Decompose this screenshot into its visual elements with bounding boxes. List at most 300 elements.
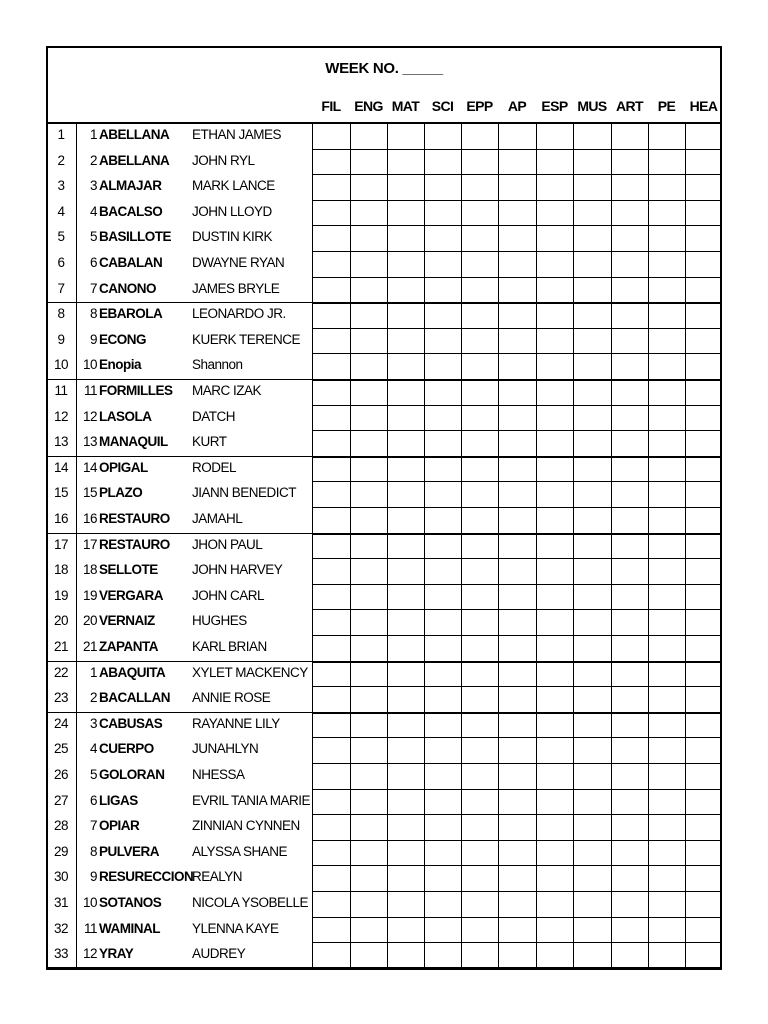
grade-cell-mus[interactable] <box>574 431 610 455</box>
grade-cell-eng[interactable] <box>351 662 386 686</box>
grade-cell-fil[interactable] <box>313 790 349 814</box>
grade-cell-esp[interactable] <box>537 150 572 174</box>
grade-cell-epp[interactable] <box>462 534 497 558</box>
grade-cell-mat[interactable] <box>388 738 423 762</box>
grade-cell-mus[interactable] <box>574 252 610 276</box>
grade-cell-mat[interactable] <box>388 201 423 225</box>
grade-cell-ap[interactable] <box>499 636 535 660</box>
grade-cell-hea[interactable] <box>686 252 721 276</box>
grade-cell-sci[interactable] <box>425 431 460 455</box>
grade-cell-eng[interactable] <box>351 738 386 762</box>
grade-cell-ap[interactable] <box>499 380 535 404</box>
grade-cell-epp[interactable] <box>462 764 497 788</box>
grade-cell-fil[interactable] <box>313 892 349 916</box>
grade-cell-hea[interactable] <box>686 713 721 737</box>
grade-cell-pe[interactable] <box>649 226 684 250</box>
grade-cell-epp[interactable] <box>462 329 497 353</box>
grade-cell-pe[interactable] <box>649 636 684 660</box>
grade-cell-ap[interactable] <box>499 457 535 481</box>
grade-cell-esp[interactable] <box>537 508 572 532</box>
grade-cell-pe[interactable] <box>649 841 684 865</box>
grade-cell-ap[interactable] <box>499 329 535 353</box>
grade-cell-esp[interactable] <box>537 534 572 558</box>
grade-cell-epp[interactable] <box>462 278 497 302</box>
grade-cell-mus[interactable] <box>574 841 610 865</box>
grade-cell-art[interactable] <box>612 815 647 839</box>
grade-cell-hea[interactable] <box>686 687 721 711</box>
grade-cell-mat[interactable] <box>388 252 423 276</box>
grade-cell-eng[interactable] <box>351 687 386 711</box>
grade-cell-ap[interactable] <box>499 892 535 916</box>
grade-cell-mat[interactable] <box>388 790 423 814</box>
grade-cell-esp[interactable] <box>537 278 572 302</box>
grade-cell-sci[interactable] <box>425 713 460 737</box>
grade-cell-esp[interactable] <box>537 226 572 250</box>
grade-cell-art[interactable] <box>612 662 647 686</box>
grade-cell-hea[interactable] <box>686 303 721 327</box>
grade-cell-sci[interactable] <box>425 918 460 942</box>
grade-cell-art[interactable] <box>612 431 647 455</box>
grade-cell-mat[interactable] <box>388 406 423 430</box>
grade-cell-mus[interactable] <box>574 175 610 199</box>
grade-cell-esp[interactable] <box>537 866 572 890</box>
grade-cell-art[interactable] <box>612 534 647 558</box>
grade-cell-pe[interactable] <box>649 662 684 686</box>
grade-cell-mus[interactable] <box>574 124 610 148</box>
grade-cell-sci[interactable] <box>425 585 460 609</box>
grade-cell-mus[interactable] <box>574 764 610 788</box>
grade-cell-mat[interactable] <box>388 764 423 788</box>
grade-cell-esp[interactable] <box>537 636 572 660</box>
grade-cell-mus[interactable] <box>574 943 610 967</box>
grade-cell-fil[interactable] <box>313 943 349 967</box>
grade-cell-mat[interactable] <box>388 687 423 711</box>
grade-cell-eng[interactable] <box>351 534 386 558</box>
grade-cell-fil[interactable] <box>313 585 349 609</box>
grade-cell-eng[interactable] <box>351 610 386 634</box>
grade-cell-mat[interactable] <box>388 354 423 378</box>
grade-cell-sci[interactable] <box>425 841 460 865</box>
grade-cell-ap[interactable] <box>499 175 535 199</box>
grade-cell-epp[interactable] <box>462 636 497 660</box>
grade-cell-mus[interactable] <box>574 226 610 250</box>
grade-cell-mus[interactable] <box>574 406 610 430</box>
grade-cell-pe[interactable] <box>649 918 684 942</box>
grade-cell-ap[interactable] <box>499 303 535 327</box>
grade-cell-epp[interactable] <box>462 687 497 711</box>
grade-cell-mat[interactable] <box>388 662 423 686</box>
grade-cell-art[interactable] <box>612 636 647 660</box>
grade-cell-ap[interactable] <box>499 354 535 378</box>
grade-cell-pe[interactable] <box>649 687 684 711</box>
grade-cell-epp[interactable] <box>462 226 497 250</box>
grade-cell-eng[interactable] <box>351 406 386 430</box>
grade-cell-art[interactable] <box>612 790 647 814</box>
grade-cell-eng[interactable] <box>351 636 386 660</box>
grade-cell-sci[interactable] <box>425 764 460 788</box>
grade-cell-sci[interactable] <box>425 943 460 967</box>
grade-cell-ap[interactable] <box>499 866 535 890</box>
grade-cell-esp[interactable] <box>537 918 572 942</box>
grade-cell-eng[interactable] <box>351 252 386 276</box>
grade-cell-eng[interactable] <box>351 124 386 148</box>
grade-cell-pe[interactable] <box>649 738 684 762</box>
grade-cell-ap[interactable] <box>499 841 535 865</box>
grade-cell-epp[interactable] <box>462 559 497 583</box>
grade-cell-pe[interactable] <box>649 278 684 302</box>
grade-cell-fil[interactable] <box>313 713 349 737</box>
grade-cell-sci[interactable] <box>425 866 460 890</box>
grade-cell-pe[interactable] <box>649 406 684 430</box>
grade-cell-eng[interactable] <box>351 175 386 199</box>
grade-cell-art[interactable] <box>612 918 647 942</box>
grade-cell-eng[interactable] <box>351 457 386 481</box>
grade-cell-fil[interactable] <box>313 508 349 532</box>
grade-cell-epp[interactable] <box>462 354 497 378</box>
grade-cell-fil[interactable] <box>313 175 349 199</box>
grade-cell-eng[interactable] <box>351 329 386 353</box>
grade-cell-art[interactable] <box>612 201 647 225</box>
grade-cell-mat[interactable] <box>388 329 423 353</box>
grade-cell-pe[interactable] <box>649 482 684 506</box>
grade-cell-eng[interactable] <box>351 354 386 378</box>
grade-cell-mat[interactable] <box>388 866 423 890</box>
grade-cell-epp[interactable] <box>462 431 497 455</box>
grade-cell-epp[interactable] <box>462 201 497 225</box>
grade-cell-sci[interactable] <box>425 124 460 148</box>
grade-cell-pe[interactable] <box>649 790 684 814</box>
grade-cell-esp[interactable] <box>537 406 572 430</box>
grade-cell-mus[interactable] <box>574 482 610 506</box>
grade-cell-pe[interactable] <box>649 252 684 276</box>
grade-cell-fil[interactable] <box>313 918 349 942</box>
grade-cell-fil[interactable] <box>313 354 349 378</box>
grade-cell-eng[interactable] <box>351 226 386 250</box>
grade-cell-sci[interactable] <box>425 892 460 916</box>
grade-cell-mus[interactable] <box>574 610 610 634</box>
grade-cell-hea[interactable] <box>686 150 721 174</box>
grade-cell-pe[interactable] <box>649 431 684 455</box>
grade-cell-mus[interactable] <box>574 713 610 737</box>
grade-cell-ap[interactable] <box>499 790 535 814</box>
grade-cell-art[interactable] <box>612 585 647 609</box>
grade-cell-ap[interactable] <box>499 406 535 430</box>
grade-cell-mus[interactable] <box>574 687 610 711</box>
grade-cell-esp[interactable] <box>537 354 572 378</box>
grade-cell-hea[interactable] <box>686 866 721 890</box>
grade-cell-esp[interactable] <box>537 201 572 225</box>
grade-cell-esp[interactable] <box>537 815 572 839</box>
grade-cell-mat[interactable] <box>388 175 423 199</box>
grade-cell-art[interactable] <box>612 380 647 404</box>
grade-cell-pe[interactable] <box>649 815 684 839</box>
grade-cell-art[interactable] <box>612 406 647 430</box>
grade-cell-eng[interactable] <box>351 866 386 890</box>
grade-cell-mus[interactable] <box>574 790 610 814</box>
grade-cell-hea[interactable] <box>686 201 721 225</box>
grade-cell-epp[interactable] <box>462 380 497 404</box>
grade-cell-fil[interactable] <box>313 764 349 788</box>
grade-cell-epp[interactable] <box>462 841 497 865</box>
grade-cell-fil[interactable] <box>313 252 349 276</box>
grade-cell-esp[interactable] <box>537 610 572 634</box>
grade-cell-ap[interactable] <box>499 687 535 711</box>
grade-cell-mat[interactable] <box>388 380 423 404</box>
grade-cell-sci[interactable] <box>425 226 460 250</box>
grade-cell-ap[interactable] <box>499 226 535 250</box>
grade-cell-ap[interactable] <box>499 764 535 788</box>
grade-cell-esp[interactable] <box>537 431 572 455</box>
grade-cell-epp[interactable] <box>462 610 497 634</box>
grade-cell-pe[interactable] <box>649 380 684 404</box>
grade-cell-ap[interactable] <box>499 252 535 276</box>
grade-cell-mus[interactable] <box>574 329 610 353</box>
grade-cell-sci[interactable] <box>425 278 460 302</box>
grade-cell-ap[interactable] <box>499 508 535 532</box>
grade-cell-mus[interactable] <box>574 201 610 225</box>
grade-cell-mat[interactable] <box>388 150 423 174</box>
grade-cell-pe[interactable] <box>649 559 684 583</box>
grade-cell-mat[interactable] <box>388 508 423 532</box>
grade-cell-hea[interactable] <box>686 175 721 199</box>
grade-cell-pe[interactable] <box>649 175 684 199</box>
grade-cell-ap[interactable] <box>499 585 535 609</box>
grade-cell-mat[interactable] <box>388 124 423 148</box>
grade-cell-pe[interactable] <box>649 508 684 532</box>
grade-cell-eng[interactable] <box>351 892 386 916</box>
grade-cell-esp[interactable] <box>537 662 572 686</box>
grade-cell-art[interactable] <box>612 892 647 916</box>
grade-cell-hea[interactable] <box>686 431 721 455</box>
grade-cell-eng[interactable] <box>351 943 386 967</box>
grade-cell-art[interactable] <box>612 252 647 276</box>
grade-cell-sci[interactable] <box>425 687 460 711</box>
grade-cell-hea[interactable] <box>686 841 721 865</box>
grade-cell-fil[interactable] <box>313 662 349 686</box>
grade-cell-mus[interactable] <box>574 585 610 609</box>
grade-cell-ap[interactable] <box>499 943 535 967</box>
grade-cell-sci[interactable] <box>425 815 460 839</box>
grade-cell-sci[interactable] <box>425 150 460 174</box>
grade-cell-fil[interactable] <box>313 380 349 404</box>
grade-cell-hea[interactable] <box>686 610 721 634</box>
grade-cell-esp[interactable] <box>537 713 572 737</box>
grade-cell-ap[interactable] <box>499 918 535 942</box>
grade-cell-hea[interactable] <box>686 457 721 481</box>
grade-cell-esp[interactable] <box>537 764 572 788</box>
grade-cell-eng[interactable] <box>351 201 386 225</box>
grade-cell-art[interactable] <box>612 866 647 890</box>
grade-cell-ap[interactable] <box>499 201 535 225</box>
grade-cell-esp[interactable] <box>537 892 572 916</box>
grade-cell-eng[interactable] <box>351 764 386 788</box>
grade-cell-pe[interactable] <box>649 354 684 378</box>
grade-cell-fil[interactable] <box>313 150 349 174</box>
grade-cell-eng[interactable] <box>351 585 386 609</box>
grade-cell-sci[interactable] <box>425 610 460 634</box>
grade-cell-art[interactable] <box>612 303 647 327</box>
grade-cell-epp[interactable] <box>462 175 497 199</box>
grade-cell-esp[interactable] <box>537 303 572 327</box>
grade-cell-art[interactable] <box>612 687 647 711</box>
grade-cell-mus[interactable] <box>574 918 610 942</box>
grade-cell-mus[interactable] <box>574 457 610 481</box>
grade-cell-epp[interactable] <box>462 815 497 839</box>
grade-cell-eng[interactable] <box>351 303 386 327</box>
grade-cell-mat[interactable] <box>388 278 423 302</box>
grade-cell-mat[interactable] <box>388 841 423 865</box>
grade-cell-mus[interactable] <box>574 278 610 302</box>
grade-cell-sci[interactable] <box>425 482 460 506</box>
grade-cell-mus[interactable] <box>574 662 610 686</box>
grade-cell-sci[interactable] <box>425 662 460 686</box>
grade-cell-ap[interactable] <box>499 610 535 634</box>
grade-cell-esp[interactable] <box>537 329 572 353</box>
grade-cell-art[interactable] <box>612 482 647 506</box>
grade-cell-hea[interactable] <box>686 764 721 788</box>
grade-cell-fil[interactable] <box>313 226 349 250</box>
grade-cell-pe[interactable] <box>649 943 684 967</box>
grade-cell-hea[interactable] <box>686 790 721 814</box>
grade-cell-eng[interactable] <box>351 482 386 506</box>
grade-cell-art[interactable] <box>612 508 647 532</box>
grade-cell-mus[interactable] <box>574 636 610 660</box>
grade-cell-art[interactable] <box>612 175 647 199</box>
grade-cell-pe[interactable] <box>649 892 684 916</box>
grade-cell-ap[interactable] <box>499 738 535 762</box>
grade-cell-hea[interactable] <box>686 406 721 430</box>
grade-cell-epp[interactable] <box>462 866 497 890</box>
grade-cell-sci[interactable] <box>425 534 460 558</box>
grade-cell-art[interactable] <box>612 559 647 583</box>
grade-cell-eng[interactable] <box>351 713 386 737</box>
grade-cell-fil[interactable] <box>313 278 349 302</box>
grade-cell-esp[interactable] <box>537 559 572 583</box>
grade-cell-hea[interactable] <box>686 815 721 839</box>
grade-cell-fil[interactable] <box>313 457 349 481</box>
grade-cell-epp[interactable] <box>462 303 497 327</box>
grade-cell-pe[interactable] <box>649 713 684 737</box>
grade-cell-ap[interactable] <box>499 150 535 174</box>
grade-cell-ap[interactable] <box>499 559 535 583</box>
grade-cell-mat[interactable] <box>388 815 423 839</box>
grade-cell-epp[interactable] <box>462 892 497 916</box>
grade-cell-sci[interactable] <box>425 201 460 225</box>
grade-cell-fil[interactable] <box>313 636 349 660</box>
grade-cell-pe[interactable] <box>649 150 684 174</box>
grade-cell-mat[interactable] <box>388 559 423 583</box>
grade-cell-mus[interactable] <box>574 354 610 378</box>
grade-cell-mat[interactable] <box>388 636 423 660</box>
grade-cell-hea[interactable] <box>686 559 721 583</box>
grade-cell-hea[interactable] <box>686 662 721 686</box>
grade-cell-sci[interactable] <box>425 329 460 353</box>
grade-cell-art[interactable] <box>612 841 647 865</box>
grade-cell-mus[interactable] <box>574 508 610 532</box>
grade-cell-epp[interactable] <box>462 738 497 762</box>
grade-cell-pe[interactable] <box>649 534 684 558</box>
grade-cell-mus[interactable] <box>574 303 610 327</box>
grade-cell-esp[interactable] <box>537 175 572 199</box>
grade-cell-ap[interactable] <box>499 431 535 455</box>
grade-cell-epp[interactable] <box>462 943 497 967</box>
grade-cell-mat[interactable] <box>388 303 423 327</box>
grade-cell-esp[interactable] <box>537 738 572 762</box>
grade-cell-mus[interactable] <box>574 866 610 890</box>
grade-cell-eng[interactable] <box>351 278 386 302</box>
grade-cell-eng[interactable] <box>351 790 386 814</box>
grade-cell-fil[interactable] <box>313 303 349 327</box>
grade-cell-art[interactable] <box>612 713 647 737</box>
grade-cell-mat[interactable] <box>388 534 423 558</box>
grade-cell-pe[interactable] <box>649 457 684 481</box>
grade-cell-art[interactable] <box>612 278 647 302</box>
grade-cell-fil[interactable] <box>313 431 349 455</box>
grade-cell-mus[interactable] <box>574 738 610 762</box>
grade-cell-mat[interactable] <box>388 226 423 250</box>
grade-cell-fil[interactable] <box>313 482 349 506</box>
grade-cell-ap[interactable] <box>499 815 535 839</box>
grade-cell-esp[interactable] <box>537 252 572 276</box>
grade-cell-mus[interactable] <box>574 815 610 839</box>
grade-cell-fil[interactable] <box>313 559 349 583</box>
grade-cell-sci[interactable] <box>425 559 460 583</box>
grade-cell-epp[interactable] <box>462 585 497 609</box>
grade-cell-fil[interactable] <box>313 534 349 558</box>
grade-cell-sci[interactable] <box>425 457 460 481</box>
grade-cell-pe[interactable] <box>649 610 684 634</box>
grade-cell-hea[interactable] <box>686 636 721 660</box>
grade-cell-art[interactable] <box>612 226 647 250</box>
grade-cell-ap[interactable] <box>499 713 535 737</box>
grade-cell-hea[interactable] <box>686 943 721 967</box>
grade-cell-fil[interactable] <box>313 866 349 890</box>
grade-cell-mus[interactable] <box>574 380 610 404</box>
grade-cell-pe[interactable] <box>649 201 684 225</box>
grade-cell-eng[interactable] <box>351 815 386 839</box>
grade-cell-esp[interactable] <box>537 790 572 814</box>
grade-cell-art[interactable] <box>612 354 647 378</box>
grade-cell-mat[interactable] <box>388 457 423 481</box>
grade-cell-hea[interactable] <box>686 354 721 378</box>
grade-cell-epp[interactable] <box>462 918 497 942</box>
grade-cell-epp[interactable] <box>462 482 497 506</box>
grade-cell-mus[interactable] <box>574 892 610 916</box>
grade-cell-esp[interactable] <box>537 687 572 711</box>
grade-cell-epp[interactable] <box>462 124 497 148</box>
grade-cell-epp[interactable] <box>462 406 497 430</box>
grade-cell-epp[interactable] <box>462 662 497 686</box>
grade-cell-sci[interactable] <box>425 636 460 660</box>
grade-cell-hea[interactable] <box>686 585 721 609</box>
grade-cell-ap[interactable] <box>499 662 535 686</box>
grade-cell-eng[interactable] <box>351 559 386 583</box>
grade-cell-mat[interactable] <box>388 943 423 967</box>
grade-cell-mus[interactable] <box>574 534 610 558</box>
grade-cell-art[interactable] <box>612 124 647 148</box>
grade-cell-hea[interactable] <box>686 918 721 942</box>
grade-cell-pe[interactable] <box>649 585 684 609</box>
grade-cell-fil[interactable] <box>313 841 349 865</box>
grade-cell-hea[interactable] <box>686 124 721 148</box>
grade-cell-ap[interactable] <box>499 534 535 558</box>
grade-cell-mat[interactable] <box>388 610 423 634</box>
grade-cell-art[interactable] <box>612 329 647 353</box>
grade-cell-hea[interactable] <box>686 508 721 532</box>
grade-cell-epp[interactable] <box>462 150 497 174</box>
grade-cell-sci[interactable] <box>425 175 460 199</box>
grade-cell-esp[interactable] <box>537 124 572 148</box>
